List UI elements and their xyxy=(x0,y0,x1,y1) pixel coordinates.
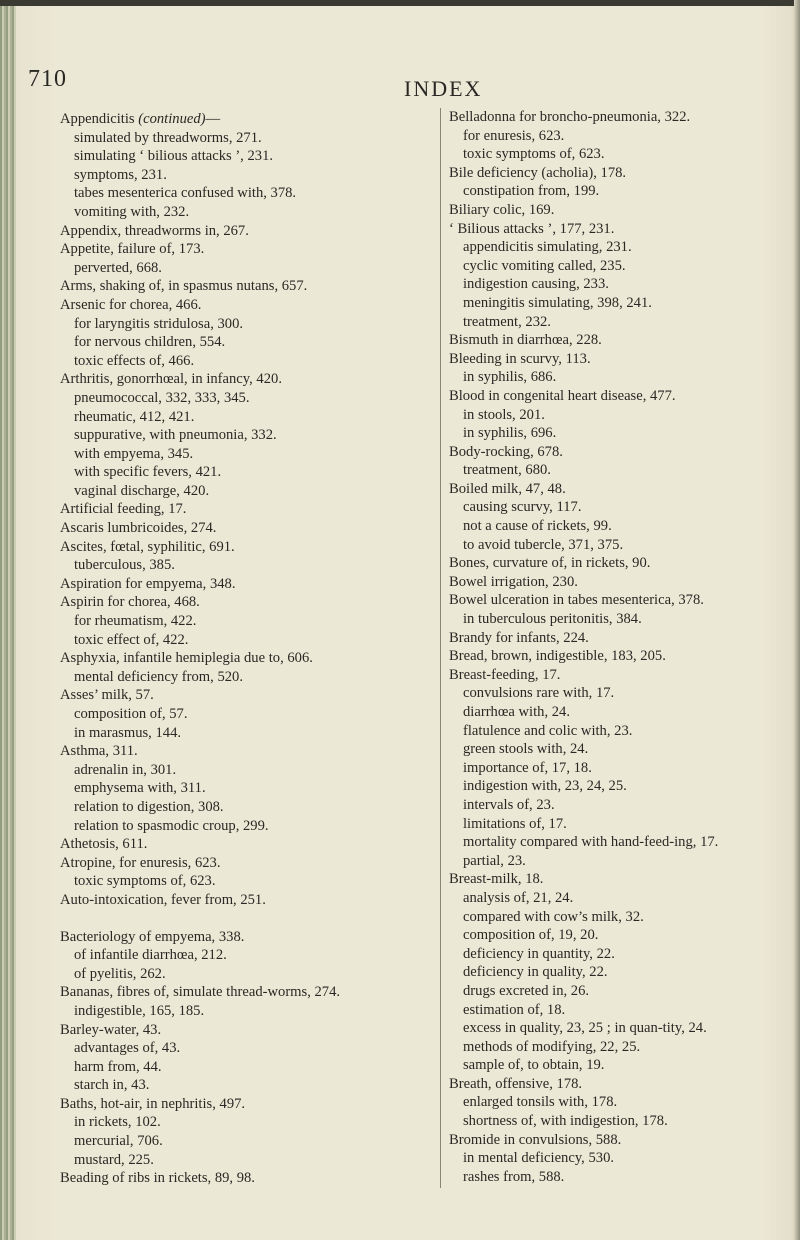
index-subentry xyxy=(60,147,405,166)
entry-text: Bowel irrigation, 230. xyxy=(449,573,578,590)
entry-text: shortness of, with indigestion, 178. xyxy=(463,1113,668,1130)
index-subentry xyxy=(449,536,794,555)
binding-edge xyxy=(0,0,16,1240)
index-subentry xyxy=(60,631,405,650)
index-subentry xyxy=(60,872,405,891)
index-entry xyxy=(60,983,405,1002)
index-subentry xyxy=(60,761,405,780)
index-subentry xyxy=(449,461,794,480)
entry-text: Appetite, failure of, 173. xyxy=(60,241,205,258)
entry-text: to avoid tubercle, 371, 375. xyxy=(463,536,624,553)
index-entry xyxy=(60,296,405,315)
entry-text: deficiency in quality, 22. xyxy=(463,964,608,981)
index-entry xyxy=(449,554,794,573)
index-subentry xyxy=(60,426,405,445)
index-entry xyxy=(60,277,405,296)
index-entry xyxy=(449,629,794,648)
index-entry xyxy=(449,870,794,889)
entry-text: relation to spasmodic croup, 299. xyxy=(74,817,269,834)
index-entry xyxy=(449,350,794,369)
entry-text: causing scurvy, 117. xyxy=(463,499,582,516)
index-entry xyxy=(60,742,405,761)
index-subentry xyxy=(449,1056,794,1075)
index-entry xyxy=(449,591,794,610)
entry-text: indigestible, 165, 185. xyxy=(74,1002,205,1019)
entry-text: of infantile diarrhœa, 212. xyxy=(74,947,227,964)
index-entry xyxy=(449,647,794,666)
entry-text: Bismuth in diarrhœa, 228. xyxy=(449,332,602,349)
index-entry xyxy=(449,573,794,592)
index-entry xyxy=(449,108,794,127)
running-head: INDEX xyxy=(404,76,483,101)
index-subentry xyxy=(60,315,405,334)
entry-text: toxic effects of, 466. xyxy=(74,352,195,369)
index-subentry xyxy=(60,129,405,148)
entry-text: Belladonna for broncho-pneumonia, 322. xyxy=(449,109,691,125)
entry-text: convulsions rare with, 17. xyxy=(463,685,615,702)
index-subentry xyxy=(449,257,794,276)
entry-text: appendicitis simulating, 231. xyxy=(463,239,632,256)
entry-text: drugs excreted in, 26. xyxy=(463,982,590,999)
index-entry xyxy=(60,1169,405,1188)
index-entry xyxy=(449,1075,794,1094)
index-entry xyxy=(449,1131,794,1150)
entry-text: Bleeding in scurvy, 113. xyxy=(449,350,591,367)
entry-continued-note: (continued) xyxy=(138,111,206,127)
index-entry xyxy=(60,519,405,538)
index-entry xyxy=(60,538,405,557)
index-entry xyxy=(449,443,794,462)
entry-text: mental deficiency from, 520. xyxy=(74,668,243,685)
index-subentry xyxy=(449,703,794,722)
entry-text: perverted, 668. xyxy=(74,259,162,276)
entry-text: with empyema, 345. xyxy=(74,445,194,462)
entry-text: Boiled milk, 47, 48. xyxy=(449,480,566,497)
entry-text: Athetosis, 611. xyxy=(60,836,148,853)
index-subentry xyxy=(449,722,794,741)
entry-text: symptoms, 231. xyxy=(74,166,167,183)
entry-text: in stools, 201. xyxy=(463,406,545,423)
entry-text: relation to digestion, 308. xyxy=(74,798,224,815)
entry-text: toxic symptoms of, 623. xyxy=(74,873,216,890)
entry-text: Biliary colic, 169. xyxy=(449,201,555,218)
index-subentry xyxy=(60,724,405,743)
entry-text: Bacteriology of empyema, 338. xyxy=(60,928,245,945)
index-subentry xyxy=(60,259,405,278)
index-subentry xyxy=(449,926,794,945)
entry-text: for rheumatism, 422. xyxy=(74,613,197,630)
index-subentry xyxy=(449,424,794,443)
index-subentry xyxy=(60,333,405,352)
index-entry xyxy=(60,1095,405,1114)
entry-text: indigestion with, 23, 24, 25. xyxy=(463,778,627,795)
index-entry xyxy=(449,666,794,685)
index-subentry xyxy=(449,759,794,778)
entry-text: rashes from, 588. xyxy=(463,1168,565,1185)
index-subentry xyxy=(60,389,405,408)
entry-text: limitations of, 17. xyxy=(463,815,567,832)
entry-text: composition of, 57. xyxy=(74,706,188,722)
entry-text: green stools with, 24. xyxy=(463,741,589,758)
entry-text: Asthma, 311. xyxy=(60,743,138,760)
entry-text: suppurative, with pneumonia, 332. xyxy=(74,427,277,444)
index-entry xyxy=(449,480,794,499)
index-subentry xyxy=(449,313,794,332)
index-column-left xyxy=(60,110,405,1188)
entry-text: mustard, 225. xyxy=(74,1151,154,1168)
entry-text: Atropine, for enuresis, 623. xyxy=(60,854,221,871)
entry-text: Bread, brown, indigestible, 183, 205. xyxy=(449,648,666,665)
index-entry xyxy=(60,110,405,129)
entry-text: pneumococcal, 332, 333, 345. xyxy=(74,389,250,406)
index-entry xyxy=(60,593,405,612)
index-subentry xyxy=(449,963,794,982)
index-subentry xyxy=(449,982,794,1001)
index-subentry xyxy=(449,275,794,294)
entry-text: starch in, 43. xyxy=(74,1077,150,1094)
entry-text: for nervous children, 554. xyxy=(74,334,226,351)
index-subentry xyxy=(449,182,794,201)
top-edge xyxy=(0,0,800,6)
entry-text: estimation of, 18. xyxy=(463,1001,566,1018)
entry-text: Breath, offensive, 178. xyxy=(449,1075,583,1092)
index-subentry xyxy=(449,145,794,164)
index-entry xyxy=(60,1021,405,1040)
index-subentry xyxy=(449,908,794,927)
index-subentry xyxy=(60,1039,405,1058)
entry-text: Bananas, fibres of, simulate thread-worms, 274. xyxy=(60,984,341,1001)
index-subentry xyxy=(449,610,794,629)
index-entry xyxy=(449,201,794,220)
entry-text: of pyelitis, 262. xyxy=(74,965,166,982)
index-subentry xyxy=(449,238,794,257)
index-subentry xyxy=(449,796,794,815)
entry-text: Bromide in convulsions, 588. xyxy=(449,1131,622,1148)
entry-text: meningitis simulating, 398, 241. xyxy=(463,294,652,311)
index-subentry xyxy=(449,815,794,834)
entry-text: toxic effect of, 422. xyxy=(74,631,189,648)
index-entry xyxy=(60,240,405,259)
entry-text: Arthritis, gonorrhœal, in infancy, 420. xyxy=(60,371,282,388)
index-entry xyxy=(60,649,405,668)
index-subentry xyxy=(60,556,405,575)
entry-text: partial, 23. xyxy=(463,852,526,869)
entry-text: Aspirin for chorea, 468. xyxy=(60,594,200,611)
index-subentry xyxy=(449,1149,794,1168)
index-subentry xyxy=(60,705,405,724)
entry-text: simulated by threadworms, 271. xyxy=(74,129,262,146)
index-subentry xyxy=(449,294,794,313)
entry-text: Asses’ milk, 57. xyxy=(60,687,154,704)
index-subentry xyxy=(449,852,794,871)
index-subentry xyxy=(60,1076,405,1095)
index-column-right xyxy=(440,108,794,1188)
entry-text: Bile deficiency (acholia), 178. xyxy=(449,164,627,181)
index-subentry xyxy=(449,833,794,852)
index-subentry xyxy=(449,1112,794,1131)
entry-text: in marasmus, 144. xyxy=(74,724,182,741)
entry-text: harm from, 44. xyxy=(74,1058,162,1075)
entry-text: simulating ‘ bilious attacks ’, 231. xyxy=(74,148,274,165)
index-subentry xyxy=(60,965,405,984)
entry-text: Aspiration for empyema, 348. xyxy=(60,575,236,592)
entry-text: vomiting with, 232. xyxy=(74,203,190,220)
index-subentry xyxy=(60,166,405,185)
index-entry xyxy=(449,164,794,183)
entry-text: flatulence and colic with, 23. xyxy=(463,722,633,739)
index-subentry xyxy=(449,945,794,964)
entry-text: Asphyxia, infantile hemiplegia due to, 606. xyxy=(60,650,313,667)
entry-text: not a cause of rickets, 99. xyxy=(463,518,612,535)
index-subentry xyxy=(60,445,405,464)
entry-text: methods of modifying, 22, 25. xyxy=(463,1038,641,1055)
index-subentry xyxy=(449,517,794,536)
entry-text: vaginal discharge, 420. xyxy=(74,482,210,499)
entry-text: Brandy for infants, 224. xyxy=(449,629,589,646)
entry-text: compared with cow’s milk, 32. xyxy=(463,908,644,925)
index-subentry xyxy=(60,946,405,965)
entry-text: for enuresis, 623. xyxy=(463,127,565,144)
index-subentry xyxy=(449,889,794,908)
index-subentry xyxy=(60,352,405,371)
index-subentry xyxy=(449,1001,794,1020)
entry-text: mortality compared with hand-feed-ing, 17. xyxy=(463,834,719,851)
entry-text: with specific fevers, 421. xyxy=(74,464,222,481)
entry-text: diarrhœa with, 24. xyxy=(463,704,570,720)
index-entry xyxy=(60,686,405,705)
index-subentry xyxy=(449,777,794,796)
index-subentry xyxy=(60,1113,405,1132)
index-entry xyxy=(60,891,405,910)
entry-text: for laryngitis stridulosa, 300. xyxy=(74,315,244,332)
entry-text: Blood in congenital heart disease, 477. xyxy=(449,387,676,404)
entry-text: in syphilis, 686. xyxy=(463,369,557,386)
entry-text: toxic symptoms of, 623. xyxy=(463,146,605,163)
index-subentry xyxy=(449,127,794,146)
entry-text: Artificial feeding, 17. xyxy=(60,501,187,518)
index-subentry xyxy=(60,463,405,482)
index-entry xyxy=(60,500,405,519)
entry-text: Appendix, threadworms in, 267. xyxy=(60,222,249,239)
entry-text: adrenalin in, 301. xyxy=(74,761,177,778)
index-subentry xyxy=(449,368,794,387)
right-edge xyxy=(794,0,800,1240)
entry-text: intervals of, 23. xyxy=(463,796,555,813)
index-entry xyxy=(60,835,405,854)
entry-text: tabes mesenterica confused with, 378. xyxy=(74,185,297,202)
page-number: 710 xyxy=(28,66,67,92)
entry-text: emphysema with, 311. xyxy=(74,780,206,797)
entry-text: deficiency in quantity, 22. xyxy=(463,945,615,962)
entry-text: advantages of, 43. xyxy=(74,1040,181,1057)
entry-text: Barley-water, 43. xyxy=(60,1021,162,1038)
entry-text: ‘ Bilious attacks ’, 177, 231. xyxy=(449,220,615,237)
index-subentry xyxy=(449,1019,794,1038)
entry-text: Appendicitis xyxy=(60,111,135,127)
entry-text: enlarged tonsils with, 178. xyxy=(463,1094,618,1111)
index-subentry xyxy=(449,1038,794,1057)
index-entry xyxy=(449,220,794,239)
index-subentry xyxy=(60,184,405,203)
index-subentry xyxy=(449,1168,794,1187)
entry-text: tuberculous, 385. xyxy=(74,557,175,574)
index-subentry xyxy=(60,668,405,687)
entry-text: treatment, 232. xyxy=(463,313,551,330)
entry-text: Baths, hot-air, in nephritis, 497. xyxy=(60,1095,246,1112)
entry-text: Beading of ribs in rickets, 89, 98. xyxy=(60,1170,255,1187)
entry-text: Ascaris lumbricoides, 274. xyxy=(60,520,217,537)
entry-text: Ascites, fœtal, syphilitic, 691. xyxy=(60,538,235,555)
index-subentry xyxy=(60,408,405,427)
entry-text: cyclic vomiting called, 235. xyxy=(463,257,626,274)
index-subentry xyxy=(60,798,405,817)
index-entry xyxy=(60,575,405,594)
index-subentry xyxy=(449,498,794,517)
entry-text: Breast-milk, 18. xyxy=(449,871,544,888)
index-subentry xyxy=(60,1058,405,1077)
entry-text: Body-rocking, 678. xyxy=(449,443,563,460)
entry-text: Bowel ulceration in tabes mesenterica, 378. xyxy=(449,592,704,609)
entry-text: Breast-feeding, 17. xyxy=(449,666,561,683)
index-subentry xyxy=(60,612,405,631)
index-subentry xyxy=(60,779,405,798)
entry-text: rheumatic, 412, 421. xyxy=(74,408,195,425)
entry-text: treatment, 680. xyxy=(463,462,551,479)
entry-text: analysis of, 21, 24. xyxy=(463,889,574,906)
entry-text: in tuberculous peritonitis, 384. xyxy=(463,611,642,628)
entry-text: excess in quality, 23, 25 ; in quan-tity, 24. xyxy=(463,1020,707,1037)
index-subentry xyxy=(449,406,794,425)
entry-text: constipation from, 199. xyxy=(463,183,600,200)
index-entry xyxy=(60,928,405,947)
index-subentry xyxy=(60,482,405,501)
entry-text: Arms, shaking of, in spasmus nutans, 657. xyxy=(60,278,308,295)
entry-text: in rickets, 102. xyxy=(74,1114,161,1131)
entry-text: Bones, curvature of, in rickets, 90. xyxy=(449,555,651,572)
entry-text: composition of, 19, 20. xyxy=(463,927,599,944)
entry-text: indigestion causing, 233. xyxy=(463,276,609,293)
index-subentry xyxy=(449,684,794,703)
entry-text: Arsenic for chorea, 466. xyxy=(60,296,202,313)
index-subentry xyxy=(60,203,405,222)
index-entry xyxy=(60,370,405,389)
entry-dash: — xyxy=(205,111,221,127)
index-subentry xyxy=(60,817,405,836)
index-subentry xyxy=(449,1093,794,1112)
index-entry xyxy=(449,387,794,406)
index-subentry xyxy=(449,740,794,759)
entry-text: importance of, 17, 18. xyxy=(463,759,592,776)
entry-text: in mental deficiency, 530. xyxy=(463,1150,615,1167)
index-subentry xyxy=(60,1132,405,1151)
entry-text: Auto-intoxication, fever from, 251. xyxy=(60,891,266,908)
entry-text: sample of, to obtain, 19. xyxy=(463,1057,605,1074)
index-entry xyxy=(60,854,405,873)
index-entry xyxy=(449,331,794,350)
entry-text: mercurial, 706. xyxy=(74,1133,163,1150)
index-subentry xyxy=(60,1002,405,1021)
index-subentry xyxy=(60,1151,405,1170)
index-entry xyxy=(60,222,405,241)
entry-text: in syphilis, 696. xyxy=(463,425,557,442)
